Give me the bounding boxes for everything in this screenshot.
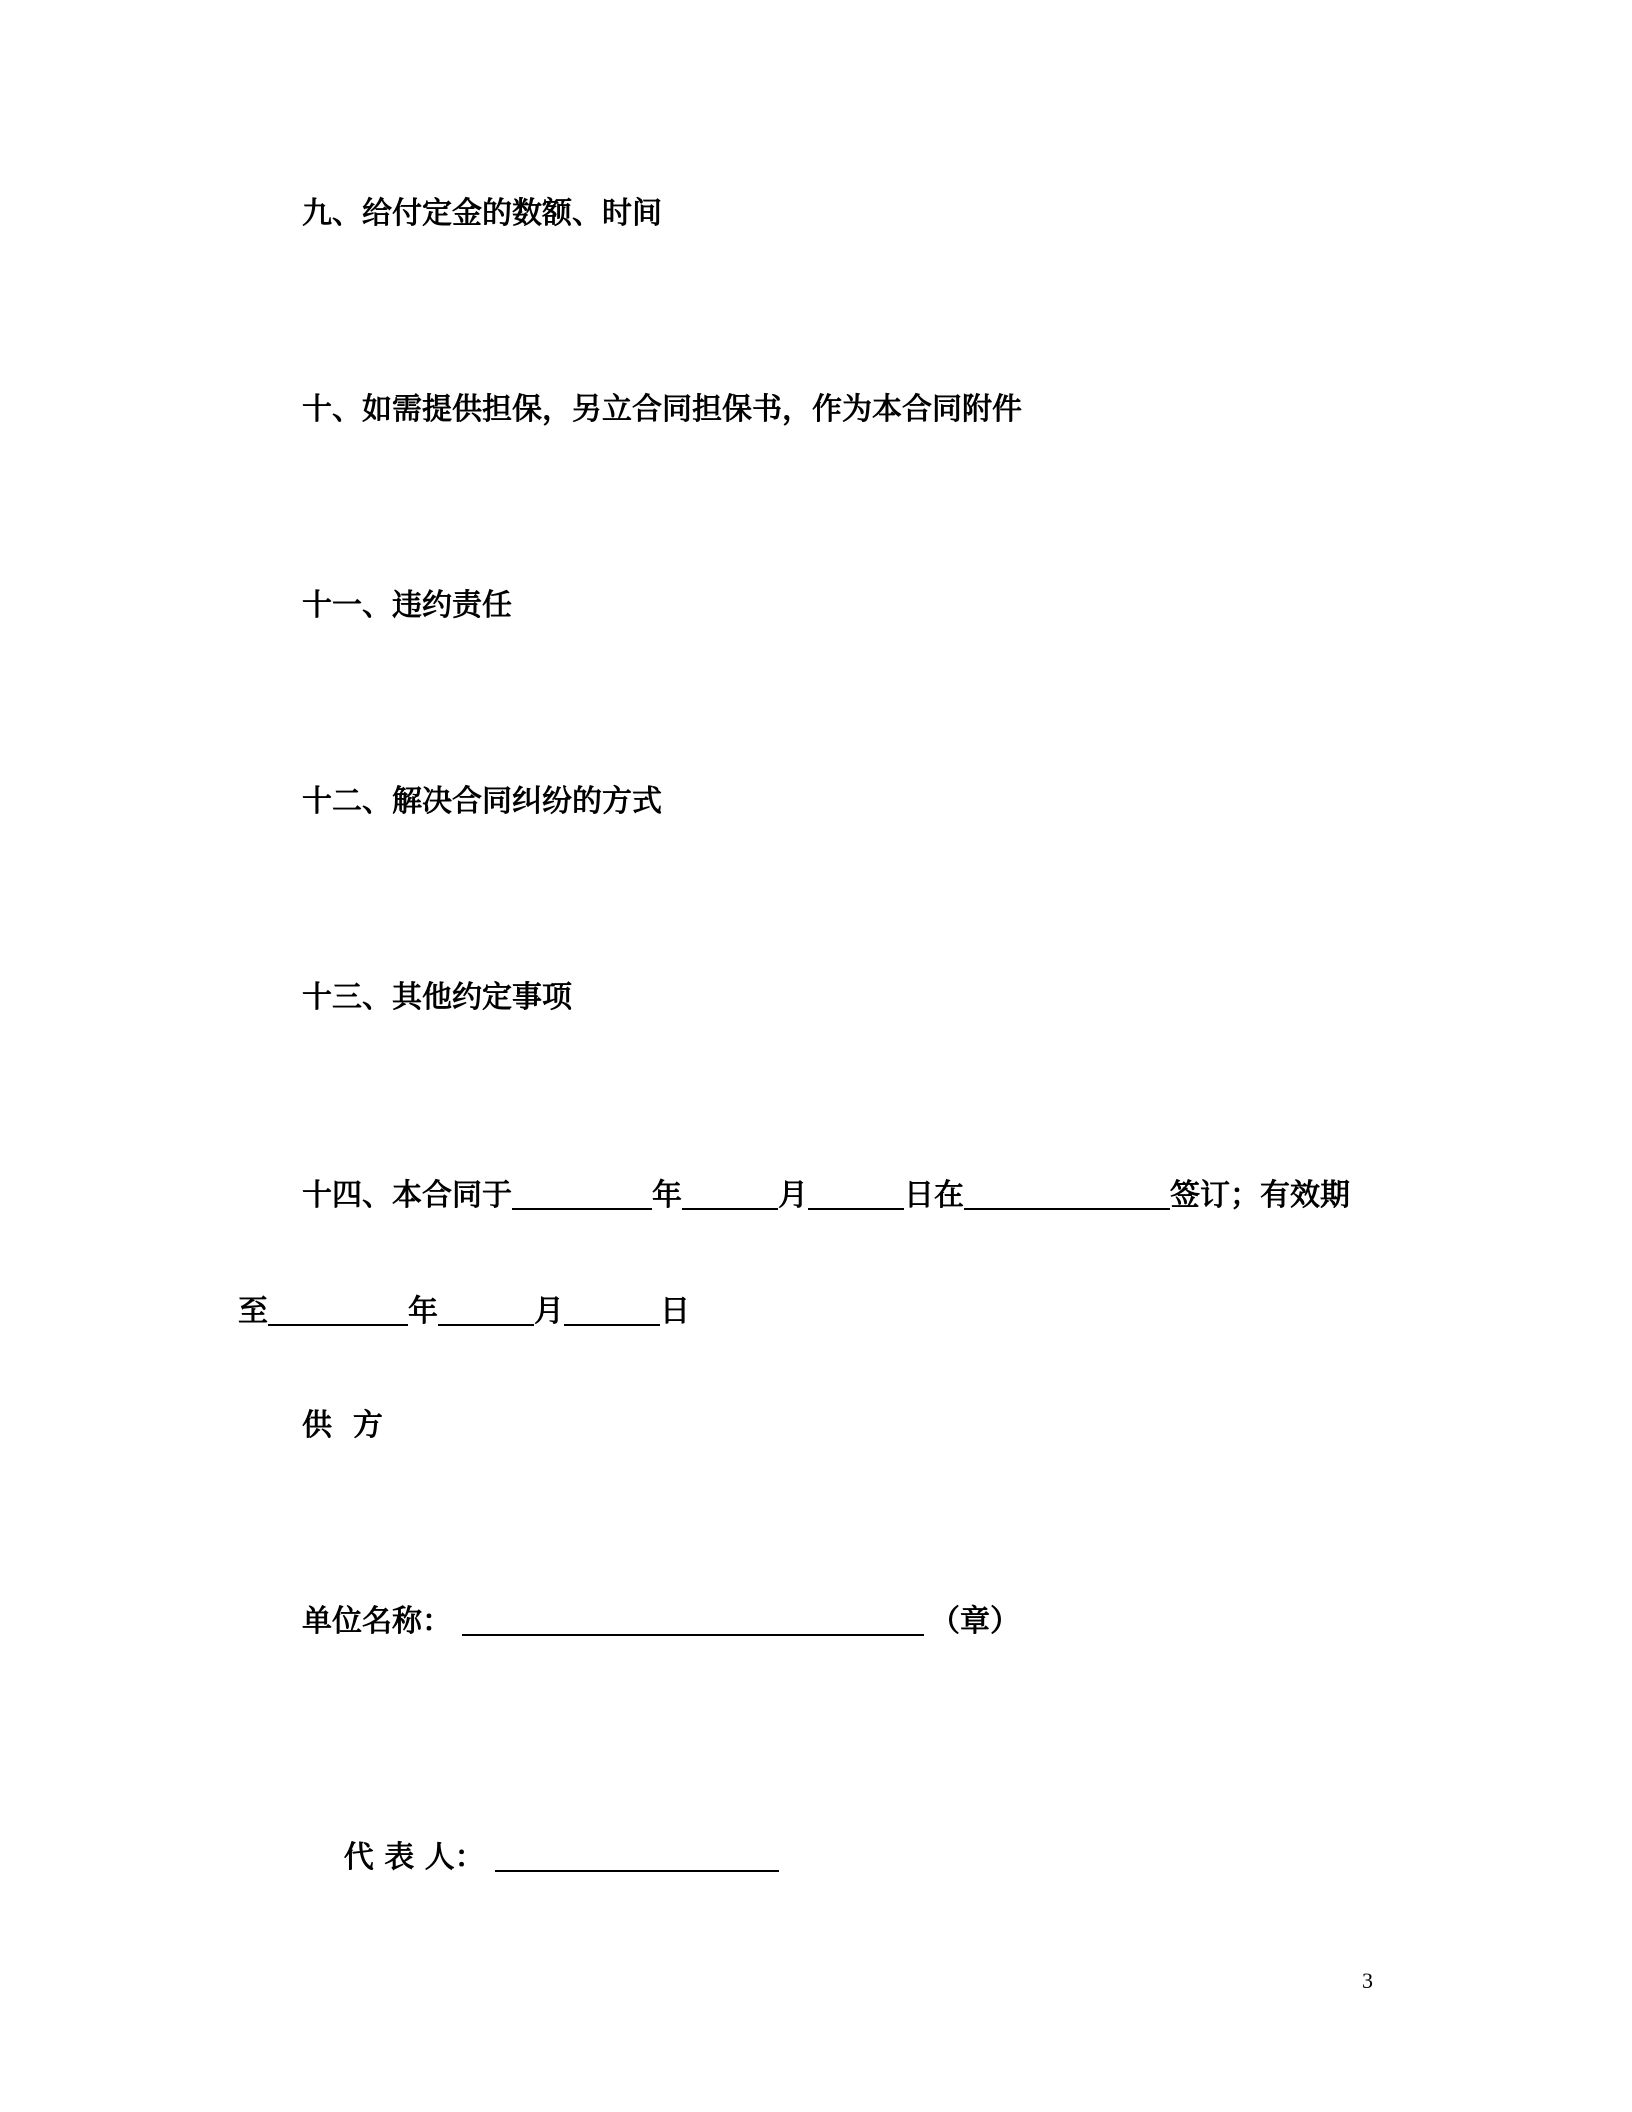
representative-label: 代 表 人： [343,1840,485,1875]
clause-9: 九、给付定金的数额、时间 [302,196,662,231]
clause-11: 十一、违约责任 [302,588,512,623]
clause-14-year-2: 年 [408,1294,438,1329]
expiry-day-blank[interactable] [564,1292,660,1326]
clause-14-line-1 [302,1176,1350,1216]
clause-14-day-2: 日 [660,1294,690,1329]
expiry-year-blank[interactable] [268,1292,408,1326]
clause-14-line-2 [238,1292,690,1332]
clause-10: 十、如需提供担保，另立合同担保书，作为本合同附件 [302,392,1022,427]
clause-14-signed: 签订；有效期 [1170,1178,1350,1213]
clause-14-prefix: 十四、本合同于 [302,1178,512,1213]
unit-name-label: 单位名称： [302,1604,452,1639]
clause-14-year: 年 [652,1178,682,1213]
clause-14-until: 至 [238,1294,268,1329]
representative-blank[interactable] [495,1838,779,1872]
clause-14-day-at: 日在 [904,1178,964,1213]
clause-12: 十二、解决合同纠纷的方式 [302,784,662,819]
supplier-heading: 供 方 [302,1408,383,1443]
clause-14-month: 月 [778,1178,808,1213]
sign-month-blank[interactable] [682,1176,778,1210]
unit-name-blank[interactable] [462,1602,924,1636]
clause-14-month-2: 月 [534,1294,564,1329]
clause-13: 十三、其他约定事项 [302,980,572,1015]
sign-year-blank[interactable] [512,1176,652,1210]
representative-row [302,1798,779,1918]
page-number: 3 [1362,1968,1373,1993]
sign-place-blank[interactable] [964,1176,1170,1210]
unit-name-row [302,1602,1020,1642]
sign-day-blank[interactable] [808,1176,904,1210]
seal-label: （章） [930,1604,1020,1639]
expiry-month-blank[interactable] [438,1292,534,1326]
